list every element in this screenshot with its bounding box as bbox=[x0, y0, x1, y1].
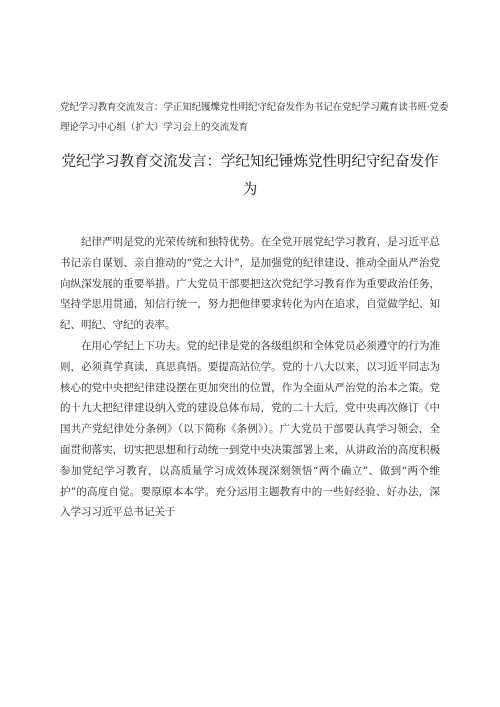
document-body bbox=[60, 232, 440, 523]
body-paragraph: 在用心学纪上下功夫。党的纪律是党的各级组织和全体党员必须遵守的行为准则，必须真学真读，真思真悟。要提高站位学。党的十八大以来，以习近平同志为核心的党中央把纪律建设摆在更加突出的位置，作为全面从严治党的治本之策。党的十九大把纪律建设纳入党的建设总体布局，党的二十大后，党中央再次修订《中国共产党纪律处分条例》（以下简称《条例》）。广大党员干部要认真学习领会，全面贯彻落实，切实把思想和行动统一到党中央决策部署上来，从讲政治的高度积极参加党纪学习教育，以高质量学习成效体现深刻领悟“两个确立”、做到“两个维护”的高度自觉。要原原本本学。充分运用主题教育中的一些好经验、好办法，深入学习习近平总书记关于 bbox=[60, 339, 440, 519]
body-paragraph: 纪律严明是党的光荣传统和独特优势。在全党开展党纪学习教育，是习近平总书记亲自谋划、亲自推动的“党之大计”，是加强党的纪律建设、推动全面从严治党向纵深发展的重要举措。广大党员干部要把这次党纪学习教育作为重要政治任务，坚持学思用贯通，知信行统一，努力把他律要求转化为内在追求，自觉做学纪、知纪、明纪、守纪的表率。 bbox=[60, 236, 440, 332]
document-header: 党纪学习教育交流发言：学正知纪镬爍党性明纪守纪奋发作为书记在党纪学习戴育读书班·党委理论学习中心组（扩大）学习会上的交流发育 bbox=[60, 102, 449, 133]
document-title: 党纪学习教育交流发言：学纪知纪锤炼党性明纪守纪奋发作为 bbox=[61, 154, 439, 198]
